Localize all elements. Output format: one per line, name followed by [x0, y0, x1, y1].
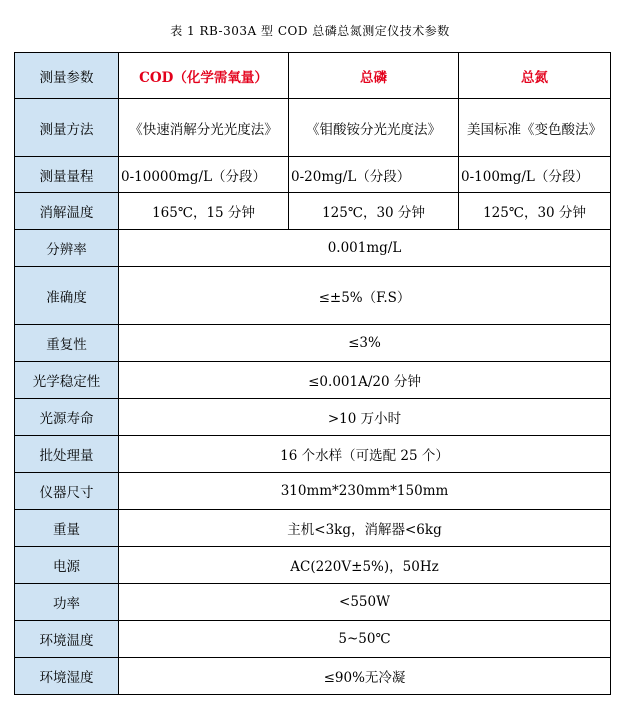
- row-label: 测量方法: [15, 99, 119, 157]
- header-tp: 总磷: [289, 53, 459, 99]
- cell-value: 主机<3kg，消解器<6kg: [119, 510, 611, 547]
- row-label: 分辨率: [15, 230, 119, 267]
- cell-value: 0-20mg/L（分段）: [289, 157, 459, 193]
- table-row: [15, 621, 611, 658]
- table-row: [15, 399, 611, 436]
- spec-table: [14, 52, 611, 695]
- cell-value: >10 万小时: [119, 399, 611, 436]
- table-row: [15, 267, 611, 325]
- table-row: [15, 362, 611, 399]
- cell-value: 0.001mg/L: [119, 230, 611, 267]
- table-row: [15, 325, 611, 362]
- cell-value: 0-100mg/L（分段）: [459, 157, 611, 193]
- table-row: [15, 193, 611, 230]
- row-label: 准确度: [15, 267, 119, 325]
- cell-value: AC(220V±5%)，50Hz: [119, 547, 611, 584]
- cell-value: <550W: [119, 584, 611, 621]
- table-caption: 表 1 RB-303A 型 COD 总磷总氮测定仪技术参数: [170, 24, 450, 38]
- cell-value: 165℃，15 分钟: [119, 193, 289, 230]
- row-label: 批处理量: [15, 436, 119, 473]
- header-label: 测量参数: [15, 53, 119, 99]
- table-row: [15, 510, 611, 547]
- header-tn: 总氮: [459, 53, 611, 99]
- row-label: 重复性: [15, 325, 119, 362]
- table-header-row: [15, 53, 611, 99]
- row-label: 光学稳定性: [15, 362, 119, 399]
- cell-value: ≤0.001A/20 分钟: [119, 362, 611, 399]
- row-label: 重量: [15, 510, 119, 547]
- cell-value: 美国标准《变色酸法》: [459, 99, 611, 157]
- cell-value: 《快速消解分光光度法》: [119, 99, 289, 157]
- table-row: [15, 658, 611, 695]
- row-label: 消解温度: [15, 193, 119, 230]
- row-label: 仪器尺寸: [15, 473, 119, 510]
- row-label: 测量量程: [15, 157, 119, 193]
- table-row: [15, 157, 611, 193]
- row-label: 功率: [15, 584, 119, 621]
- table-row: [15, 584, 611, 621]
- cell-value: ≤90%无冷凝: [119, 658, 611, 695]
- table-row: [15, 230, 611, 267]
- cell-value: 310mm*230mm*150mm: [119, 473, 611, 510]
- cell-value: 125℃，30 分钟: [289, 193, 459, 230]
- cell-value: 16 个水样（可选配 25 个）: [119, 436, 611, 473]
- cell-value: ≤±5%（F.S）: [119, 267, 611, 325]
- cell-value: 5~50℃: [119, 621, 611, 658]
- table-row: [15, 436, 611, 473]
- header-cod: COD（化学需氧量）: [119, 53, 289, 99]
- cell-value: 0-10000mg/L（分段）: [119, 157, 289, 193]
- cell-value: 《钼酸铵分光光度法》: [289, 99, 459, 157]
- cell-value: ≤3%: [119, 325, 611, 362]
- cell-value: 125℃，30 分钟: [459, 193, 611, 230]
- table-row: [15, 99, 611, 157]
- table-row: [15, 547, 611, 584]
- table-row: [15, 473, 611, 510]
- row-label: 环境湿度: [15, 658, 119, 695]
- row-label: 环境温度: [15, 621, 119, 658]
- row-label: 电源: [15, 547, 119, 584]
- row-label: 光源寿命: [15, 399, 119, 436]
